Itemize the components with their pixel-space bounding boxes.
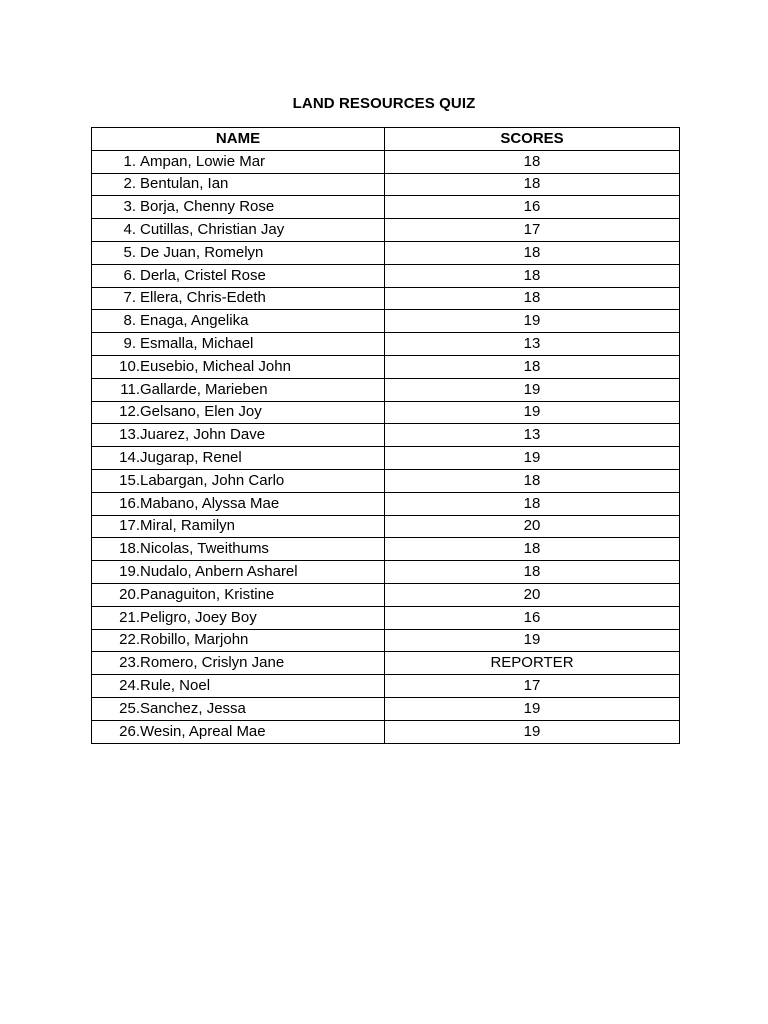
student-name: Wesin, Apreal Mae [140, 722, 266, 740]
score-cell: 19 [385, 310, 680, 333]
student-name: Mabano, Alyssa Mae [140, 494, 280, 512]
table-row [92, 424, 680, 447]
score-cell: 16 [385, 606, 680, 629]
row-number: 21. [119, 608, 140, 626]
row-number: 22. [119, 631, 140, 649]
name-cell [92, 447, 385, 470]
table-row [92, 150, 680, 173]
score-cell: 18 [385, 173, 680, 196]
score-cell: 19 [385, 720, 680, 743]
student-name: Derla, Cristel Rose [140, 266, 266, 284]
score-cell: 18 [385, 469, 680, 492]
name-cell [92, 355, 385, 378]
row-number: 2. [123, 175, 136, 193]
name-cell [92, 333, 385, 356]
table-row [92, 538, 680, 561]
score-cell: 20 [385, 583, 680, 606]
table-row [92, 561, 680, 584]
table-row [92, 606, 680, 629]
student-name: Juarez, John Dave [140, 426, 266, 444]
name-cell [92, 697, 385, 720]
name-cell [92, 401, 385, 424]
row-number: 16. [119, 494, 140, 512]
score-cell: 18 [385, 561, 680, 584]
table-row [92, 196, 680, 219]
row-number: 9. [123, 335, 136, 353]
name-cell [92, 515, 385, 538]
row-number: 3. [123, 198, 136, 216]
table-row [92, 241, 680, 264]
name-cell [92, 287, 385, 310]
student-name: Nicolas, Tweithums [140, 540, 269, 558]
score-cell: 18 [385, 538, 680, 561]
row-number: 6. [123, 266, 136, 284]
table-row [92, 333, 680, 356]
score-cell: 18 [385, 241, 680, 264]
name-cell [92, 629, 385, 652]
row-number: 14. [119, 449, 140, 467]
row-number: 15. [119, 471, 140, 489]
name-cell [92, 424, 385, 447]
score-cell: REPORTER [385, 652, 680, 675]
row-number: 1. [123, 152, 136, 170]
name-cell [92, 538, 385, 561]
table-header-row [92, 128, 680, 151]
header-scores: SCORES [385, 128, 680, 151]
name-cell [92, 264, 385, 287]
score-cell: 19 [385, 697, 680, 720]
row-number: 26. [119, 722, 140, 740]
student-name: Labargan, John Carlo [140, 471, 285, 489]
name-cell [92, 561, 385, 584]
header-name: NAME [92, 128, 385, 151]
student-name: Cutillas, Christian Jay [140, 221, 285, 239]
table-row [92, 264, 680, 287]
score-cell: 17 [385, 219, 680, 242]
table-row [92, 378, 680, 401]
student-name: Nudalo, Anbern Asharel [140, 563, 298, 581]
name-cell [92, 241, 385, 264]
row-number: 18. [119, 540, 140, 558]
row-number: 25. [119, 699, 140, 717]
student-name: Gelsano, Elen Joy [140, 403, 262, 421]
name-cell [92, 652, 385, 675]
table-row [92, 310, 680, 333]
name-cell [92, 196, 385, 219]
row-number: 19. [119, 563, 140, 581]
name-cell [92, 675, 385, 698]
table-row [92, 675, 680, 698]
student-name: Borja, Chenny Rose [140, 198, 275, 216]
table-row [92, 219, 680, 242]
student-name: Sanchez, Jessa [140, 699, 246, 717]
student-name: De Juan, Romelyn [140, 243, 264, 261]
name-cell [92, 150, 385, 173]
student-name: Eusebio, Micheal John [140, 357, 291, 375]
student-name: Peligro, Joey Boy [140, 608, 257, 626]
score-cell: 16 [385, 196, 680, 219]
score-cell: 13 [385, 333, 680, 356]
name-cell [92, 492, 385, 515]
score-cell: 19 [385, 401, 680, 424]
student-name: Ellera, Chris-Edeth [140, 289, 266, 307]
table-row [92, 583, 680, 606]
student-name: Robillo, Marjohn [140, 631, 249, 649]
score-cell: 19 [385, 447, 680, 470]
score-cell: 17 [385, 675, 680, 698]
table-row [92, 355, 680, 378]
document-title: LAND RESOURCES QUIZ [292, 95, 476, 112]
table-row [92, 697, 680, 720]
score-cell: 18 [385, 150, 680, 173]
table-row [92, 720, 680, 743]
student-name: Enaga, Angelika [140, 312, 249, 330]
student-name: Jugarap, Renel [140, 449, 242, 467]
row-number: 20. [119, 585, 140, 603]
row-number: 10. [119, 357, 140, 375]
table-row [92, 652, 680, 675]
row-number: 11. [120, 380, 140, 398]
table-row [92, 469, 680, 492]
name-cell [92, 583, 385, 606]
table-row [92, 447, 680, 470]
score-cell: 18 [385, 355, 680, 378]
table-row [92, 173, 680, 196]
row-number: 24. [119, 677, 140, 695]
student-name: Esmalla, Michael [140, 335, 254, 353]
student-name: Gallarde, Marieben [140, 380, 268, 398]
row-number: 7. [123, 289, 136, 307]
score-cell: 20 [385, 515, 680, 538]
score-cell: 18 [385, 492, 680, 515]
name-cell [92, 469, 385, 492]
name-cell [92, 219, 385, 242]
table-row [92, 515, 680, 538]
table-row [92, 401, 680, 424]
student-name: Miral, Ramilyn [140, 517, 236, 535]
score-cell: 18 [385, 264, 680, 287]
row-number: 12. [119, 403, 140, 421]
name-cell [92, 606, 385, 629]
name-cell [92, 173, 385, 196]
row-number: 23. [119, 654, 140, 672]
row-number: 17. [119, 517, 140, 535]
student-name: Panaguiton, Kristine [140, 585, 275, 603]
table-row [92, 287, 680, 310]
score-cell: 19 [385, 378, 680, 401]
student-name: Ampan, Lowie Mar [140, 152, 266, 170]
row-number: 5. [123, 243, 136, 261]
score-cell: 19 [385, 629, 680, 652]
name-cell [92, 378, 385, 401]
name-cell [92, 310, 385, 333]
score-cell: 18 [385, 287, 680, 310]
table-row [92, 629, 680, 652]
row-number: 13. [119, 426, 140, 444]
scores-table [91, 127, 680, 744]
student-name: Romero, Crislyn Jane [140, 654, 285, 672]
table-body [92, 150, 680, 743]
row-number: 8. [123, 312, 136, 330]
student-name: Rule, Noel [140, 677, 211, 695]
student-name: Bentulan, Ian [140, 175, 229, 193]
name-cell [92, 720, 385, 743]
table-row [92, 492, 680, 515]
score-cell: 13 [385, 424, 680, 447]
row-number: 4. [123, 221, 136, 239]
